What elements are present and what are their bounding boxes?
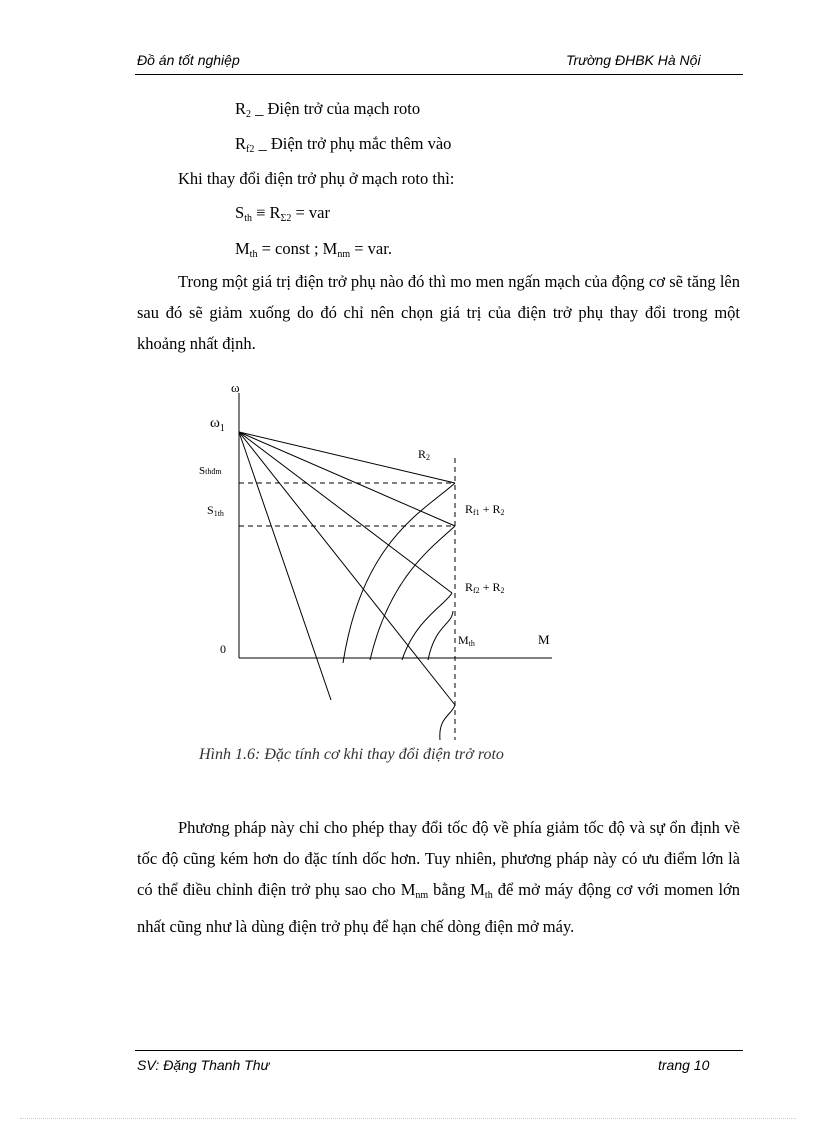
paragraph-2: Phương pháp này chỉ cho phép thay đổi tốc độ về phía giảm tốc độ và sự ổn định về tốc độ cũng kém hơn do đặc tính dốc hơn. Tuy nhiên, phương pháp này có ưu điểm lớn là có thể điều chỉnh điện trở phụ sao cho $M_{nm}$ bằng $M_{th}$ để mở máy động cơ với momen lớn nhất cũng như là dùng điện trở phụ để hạn chế dòng điện mở máy. — [137, 818, 741, 936]
line-5 — [239, 432, 331, 700]
header-right: Trường ĐHBK Hà Nội — [566, 52, 701, 68]
label-omega1: $\omega_1$ — [210, 415, 225, 434]
curve-branch-5 — [440, 705, 455, 740]
label-mth: Mth — [458, 633, 475, 648]
header-rule — [135, 74, 743, 75]
footer-left: SV: Đặng Thanh Thư — [137, 1057, 270, 1073]
figure-caption: Hình 1.6: Đặc tính cơ khi thay đổi điện trở roto — [199, 746, 504, 763]
label-curve-r2: R2 — [418, 447, 431, 462]
footer-right: trang 10 — [658, 1057, 710, 1073]
label-curve-rf1: Rf1 + R2 — [465, 502, 505, 517]
curve-branches — [343, 483, 455, 740]
equation-sth: $S_{th} \equiv R_{\Sigma 2}$ = var — [235, 203, 330, 224]
paragraph-1: Trong một giá trị điện trở phụ nào đó thì mo men ngấn mạch của động cơ sẽ tăng lên sau đó sẽ giảm xuống do đó chỉ nên chọn giá trị của điện trở phụ thay đổi trong một khoảng nhất định. — [137, 272, 740, 353]
torque-speed-figure — [190, 375, 590, 740]
def-rf2: $R_{f2}$ _ Điện trở phụ mắc thêm vào — [235, 134, 452, 155]
curve-branch-3 — [402, 593, 452, 660]
label-curve-rf2: Rf2 + R2 — [465, 580, 505, 595]
label-origin: 0 — [220, 642, 226, 656]
label-s-thdm: Sthđm — [199, 465, 222, 477]
curve-branch-1 — [343, 483, 455, 663]
label-s-1th: S1th — [207, 503, 224, 518]
curve-branch-2 — [370, 526, 455, 660]
def-r2: $R_2$ _ Điện trở của mạch roto — [235, 99, 421, 120]
header-left: Đồ án tốt nghiệp — [137, 52, 240, 68]
characteristic-lines — [239, 432, 455, 705]
label-omega-axis: ω — [231, 380, 240, 395]
footer-rule — [135, 1050, 743, 1051]
label-m-axis: M — [538, 632, 550, 647]
line-4 — [239, 432, 455, 705]
equation-mth: $M_{th}$ = const ; $M_{nm}$ = var. — [235, 239, 392, 260]
intro-line: Khi thay đổi điện trở phụ ở mạch roto thì: — [178, 169, 455, 188]
page-edge — [20, 1118, 796, 1119]
curve-branch-4 — [428, 611, 453, 660]
